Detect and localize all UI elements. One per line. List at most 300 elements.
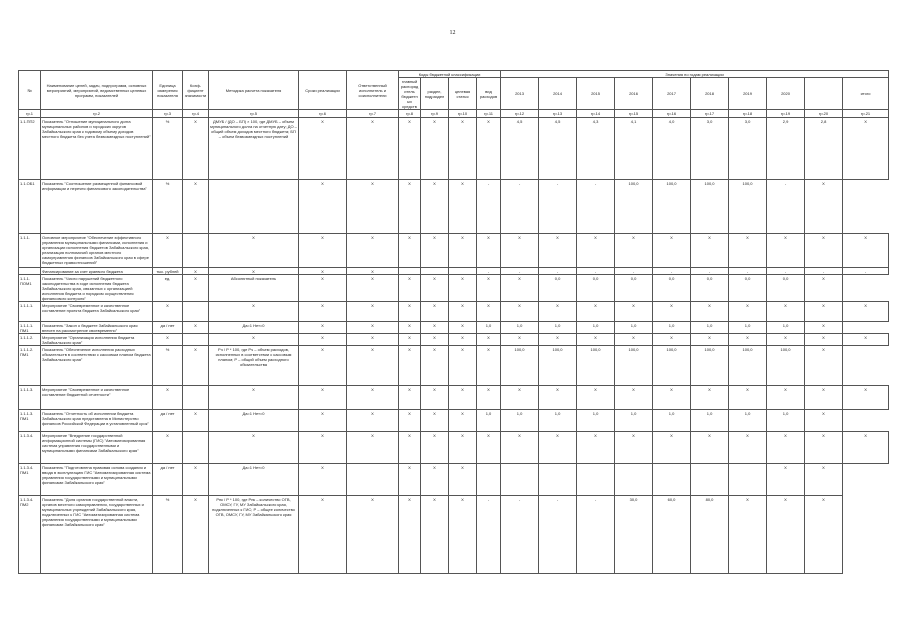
table-cell: Х <box>399 386 421 410</box>
row-number-cell: 1.1.1.3. ПМ1 <box>19 410 41 432</box>
table-cell: Х <box>347 118 399 180</box>
row-name-cell: Показатель "Отношение муниципального долга муниципальных районов и городских округов Забайкальского края к годовому объему доходов местного бюджета без учета безвозмездных поступлений" <box>41 118 153 180</box>
table-cell: Х <box>183 118 209 180</box>
table-cell: Х <box>421 410 449 432</box>
table-cell: Х <box>449 322 477 334</box>
row-name-cell: Показатель "Доля органов государственной власти, органов местного самоуправления, государственных и муниципальных учреждений Забайкальского края, подключенных к ГИС "Автоматизированная система управления государственными и муниципальными финансами Забайкальского края" <box>41 496 153 574</box>
table-cell: 1,0 <box>691 410 729 432</box>
row-number-cell <box>19 268 41 275</box>
table-cell: - <box>501 496 539 574</box>
table-cell: Х <box>449 432 477 464</box>
table-cell: Х <box>299 118 347 180</box>
table-cell: Х <box>449 464 477 496</box>
row-name-cell: Показатель "Соотношение размещенной финансовой информации и перечня финансового законодательства" <box>41 180 153 234</box>
table-cell: Х <box>399 334 421 346</box>
table-cell: Х <box>299 302 347 322</box>
table-cell: Да=1 Нет=0 <box>209 322 299 334</box>
table-cell: Х <box>653 234 691 268</box>
table-cell <box>183 302 209 322</box>
table-cell <box>183 234 209 268</box>
row-number-cell: 1.1.1. ПОМ1 <box>19 275 41 302</box>
table-cell: 100,0 <box>691 346 729 386</box>
table-cell: Х <box>691 334 729 346</box>
table-cell: Х <box>153 234 183 268</box>
table-cell: 4,1 <box>615 118 653 180</box>
column-number: гр.19 <box>767 110 805 118</box>
table-cell: Х <box>299 496 347 574</box>
column-number: гр.15 <box>615 110 653 118</box>
header-unit: Единица измерения показателя <box>153 71 183 110</box>
row-name-cell: Мероприятие "Организация исполнения бюджета Забайкальского края" <box>41 334 153 346</box>
table-cell: - <box>691 268 729 275</box>
table-cell: 1,0 <box>729 410 767 432</box>
table-cell: Х <box>767 432 805 464</box>
column-number: гр.12 <box>501 110 539 118</box>
table-cell: Х <box>153 432 183 464</box>
table-cell <box>501 464 539 496</box>
table-cell: Х <box>729 334 767 346</box>
table-cell: Х <box>347 322 399 334</box>
table-cell: 100,0 <box>653 346 691 386</box>
table-cell <box>347 464 399 496</box>
header-year: 2013 <box>501 78 539 110</box>
table-cell: Х <box>209 386 299 410</box>
table-cell: Х <box>805 234 843 268</box>
column-number: гр.8 <box>399 110 421 118</box>
table-cell: 2,8 <box>805 118 843 180</box>
table-cell: Х <box>299 410 347 432</box>
table-cell: - <box>539 180 577 234</box>
table-cell: Х <box>449 346 477 386</box>
header-codes: Коды бюджетной классификации <box>399 71 501 78</box>
table-cell: Х <box>183 464 209 496</box>
table-cell: Х <box>691 386 729 410</box>
table-cell: Х <box>805 322 843 334</box>
table-row <box>19 432 889 464</box>
table-cell: % <box>153 496 183 574</box>
table-cell: Х <box>691 302 729 322</box>
table-cell: 100,0 <box>767 346 805 386</box>
table-cell <box>577 464 615 496</box>
table-cell <box>477 464 501 496</box>
table-row <box>19 496 889 574</box>
table-cell: 30,0 <box>615 496 653 574</box>
table-cell: Х <box>843 302 889 322</box>
table-cell: 1,0 <box>477 410 501 432</box>
table-cell: Х <box>449 496 477 574</box>
table-cell: Х <box>805 386 843 410</box>
table-cell: 4,5 <box>539 118 577 180</box>
table-cell: Х <box>421 180 449 234</box>
table-cell: Х <box>347 275 399 302</box>
table-cell: Х <box>209 432 299 464</box>
table-cell <box>615 464 653 496</box>
table-row <box>19 180 889 234</box>
table-cell: Х <box>477 275 501 302</box>
table-cell: Х <box>805 302 843 322</box>
column-numbers-row <box>19 110 889 118</box>
row-number-cell: 1.1.1. <box>19 234 41 268</box>
table-cell: Х <box>477 118 501 180</box>
table-cell: 3,0 <box>729 118 767 180</box>
table-cell: Х <box>539 432 577 464</box>
header-csr: целевая статья <box>449 78 477 110</box>
table-cell: - <box>843 268 889 275</box>
table-cell: Х <box>729 496 767 574</box>
table-cell <box>421 268 449 275</box>
table-cell: 1,0 <box>577 410 615 432</box>
table-cell: Х <box>577 302 615 322</box>
row-name-cell: Финансирование за счет краевого бюджета <box>41 268 153 275</box>
table-cell: Х <box>299 386 347 410</box>
table-cell: Х <box>577 234 615 268</box>
table-cell: 1,0 <box>539 410 577 432</box>
table-row <box>19 322 889 334</box>
table-cell: 0,0 <box>577 275 615 302</box>
table-row <box>19 334 889 346</box>
row-name-cell: Мероприятие "Своевременное и качественное составление бюджетной отчетности" <box>41 386 153 410</box>
table-cell: - <box>653 268 691 275</box>
column-number: гр.2 <box>41 110 153 118</box>
table-cell: Х <box>399 275 421 302</box>
table-cell: да / нет <box>153 410 183 432</box>
table-cell: Х <box>449 386 477 410</box>
table-cell: % <box>153 118 183 180</box>
table-cell: - <box>577 180 615 234</box>
page-number: 12 <box>449 30 456 36</box>
table-cell: Абсолютный показатель <box>209 275 299 302</box>
table-cell: Х <box>615 302 653 322</box>
table-cell: Х <box>653 432 691 464</box>
header-year: 2015 <box>577 78 615 110</box>
header-year <box>805 78 843 110</box>
table-cell: Х <box>347 268 399 275</box>
table-cell: Х <box>477 234 501 268</box>
table-cell: 1,0 <box>577 322 615 334</box>
column-number: гр.16 <box>653 110 691 118</box>
table-cell: Х <box>539 234 577 268</box>
table-cell: Рч / Р * 100, где Рч – объем расходов, исполненных в соответствии с кассовым планом; Р – общий объем расходного обязательства <box>209 346 299 386</box>
table-cell: - <box>477 496 501 574</box>
table-cell: - <box>477 268 501 275</box>
table-cell: 4,3 <box>577 118 615 180</box>
table-cell: 100,0 <box>691 180 729 234</box>
table-cell: Х <box>399 346 421 386</box>
table-cell: Х <box>347 432 399 464</box>
table-cell: Х <box>577 432 615 464</box>
table-cell: 4,0 <box>653 118 691 180</box>
indicators-table <box>18 70 889 574</box>
column-number: гр.11 <box>477 110 501 118</box>
table-cell: Х <box>501 432 539 464</box>
table-cell: Х <box>805 275 843 302</box>
table-cell: Х <box>449 180 477 234</box>
table-cell: Х <box>183 496 209 574</box>
table-cell: да / нет <box>153 464 183 496</box>
header-no: № <box>19 71 41 110</box>
table-cell: Х <box>767 496 805 574</box>
table-cell: Х <box>347 410 399 432</box>
table-cell: 60,0 <box>653 496 691 574</box>
table-cell: Х <box>767 386 805 410</box>
row-number-cell: 1.1.3.4. <box>19 432 41 464</box>
header-year: 2019 <box>729 78 767 110</box>
table-cell <box>539 464 577 496</box>
header-coef: Коэф-фициент значимости <box>183 71 209 110</box>
table-cell: Х <box>183 410 209 432</box>
table-cell <box>183 432 209 464</box>
table-cell: Х <box>299 180 347 234</box>
row-name-cell: Показатель "Закон о бюджете Забайкальского края внесен на рассмотрение своевременно" <box>41 322 153 334</box>
table-cell: Х <box>347 334 399 346</box>
table-cell: Х <box>421 386 449 410</box>
table-cell: Х <box>729 302 767 322</box>
row-number-cell: 1.1.1.3. <box>19 386 41 410</box>
table-cell: Х <box>399 322 421 334</box>
table-cell: Да=1 Нет=0 <box>209 410 299 432</box>
table-cell <box>729 464 767 496</box>
row-name-cell: Мероприятие "Внедрение государственной информационной системы (ГИС) "Автоматизированная система управления государственными и муниципальными финансами Забайкальского края" <box>41 432 153 464</box>
column-number: гр.13 <box>539 110 577 118</box>
row-number-cell: 1.1.1.2. <box>19 334 41 346</box>
row-name-cell: Показатель "Отчетность об исполнении бюджета Забайкальского края представлена в Министерство финансов Российской Федерации в установленный срок" <box>41 410 153 432</box>
table-cell: Х <box>399 432 421 464</box>
table-cell: 0,0 <box>691 275 729 302</box>
table-cell: Х <box>299 432 347 464</box>
table-cell: Х <box>449 410 477 432</box>
table-cell: Х <box>421 464 449 496</box>
table-cell: Х <box>805 346 843 386</box>
header-total: итого <box>843 78 889 110</box>
table-cell: Х <box>653 386 691 410</box>
table-cell: Х <box>183 322 209 334</box>
table-cell: Х <box>153 302 183 322</box>
table-cell: 1,0 <box>767 410 805 432</box>
column-number: гр.3 <box>153 110 183 118</box>
header-year: 2018 <box>691 78 729 110</box>
table-cell: Х <box>299 234 347 268</box>
table-cell: Х <box>347 234 399 268</box>
table-cell: 1,0 <box>477 322 501 334</box>
table-cell: Х <box>299 322 347 334</box>
table-cell: Х <box>209 268 299 275</box>
table-row <box>19 346 889 386</box>
table-cell <box>183 334 209 346</box>
column-number: гр.17 <box>691 110 729 118</box>
table-cell <box>183 386 209 410</box>
table-cell: 80,0 <box>691 496 729 574</box>
table-cell: 2,9 <box>767 118 805 180</box>
table-cell: - <box>501 268 539 275</box>
table-cell: Х <box>843 334 889 346</box>
table-cell: Х <box>421 334 449 346</box>
table-cell: тыс. рублей <box>153 268 183 275</box>
table-cell: Х <box>347 346 399 386</box>
table-cell: 100,0 <box>729 180 767 234</box>
table-cell: 1,0 <box>653 322 691 334</box>
table-cell: Х <box>183 275 209 302</box>
row-number-cell: 1.1.3.4. ПМ1 <box>19 464 41 496</box>
table-cell: Х <box>299 334 347 346</box>
header-exec: Ответственный исполнитель и соисполнители <box>347 71 399 110</box>
row-name-cell: Показатель "Подготовлена правовая основа создания и ввода в эксплуатацию ГИС "Автоматизированная система управления государственными и муниципальными финансами Забайкальского края" <box>41 464 153 496</box>
table-cell: Х <box>399 410 421 432</box>
header-year: 2020 <box>767 78 805 110</box>
table-cell: Х <box>615 386 653 410</box>
table-cell: да / нет <box>153 322 183 334</box>
table-cell: Х <box>421 234 449 268</box>
table-cell: Х <box>501 234 539 268</box>
row-name-cell: Показатель "Обеспечение исполнения расходных обязательств в соответствии с кассовым планом бюджета Забайкальского края" <box>41 346 153 386</box>
table-cell: Х <box>421 346 449 386</box>
table-cell: ДМУБ / (ДО – БП) × 100, где ДМУБ – объем муниципального долга на отчетную дату; ДО – общий объем доходов местного бюджета; БП – объем безвозмездных поступлений <box>209 118 299 180</box>
table-cell: 1,0 <box>615 410 653 432</box>
table-cell: Х <box>421 322 449 334</box>
table-cell: 0,0 <box>767 275 805 302</box>
table-cell: Х <box>399 302 421 322</box>
table-cell: Х <box>299 346 347 386</box>
table-cell: 0,0 <box>653 275 691 302</box>
table-cell: Х <box>399 180 421 234</box>
table-cell: Х <box>399 496 421 574</box>
table-cell: Х <box>767 234 805 268</box>
table-cell: Х <box>729 432 767 464</box>
table-cell: Х <box>501 386 539 410</box>
header-term: Сроки реализации <box>299 71 347 110</box>
table-cell: Х <box>477 302 501 322</box>
row-number-cell: 1.1.1.1. ПМ1 <box>19 322 41 334</box>
row-number-cell: 1.1.ОБ1 <box>19 180 41 234</box>
table-cell: 1,0 <box>539 322 577 334</box>
column-number: гр.14 <box>577 110 615 118</box>
table-cell: Х <box>577 334 615 346</box>
table-cell: Х <box>767 464 805 496</box>
table-cell: Х <box>449 118 477 180</box>
table-cell: - <box>539 496 577 574</box>
table-row <box>19 302 889 322</box>
header-values: Значения по годам реализации <box>501 71 889 78</box>
table-cell: 1,0 <box>615 322 653 334</box>
table-cell: Х <box>347 180 399 234</box>
table-cell: Х <box>805 410 843 432</box>
table-cell: Х <box>183 268 209 275</box>
table-cell: Х <box>615 432 653 464</box>
table-cell: Х <box>153 386 183 410</box>
table-cell: 100,0 <box>729 346 767 386</box>
table-cell: 1,0 <box>653 410 691 432</box>
table-cell: 1,0 <box>501 410 539 432</box>
header-gb: главный распорядитель бюджетных средств <box>399 78 421 110</box>
header-vr: вид расходов <box>477 78 501 110</box>
table-cell: - <box>477 180 501 234</box>
table-cell: Х <box>421 496 449 574</box>
table-cell: Х <box>539 334 577 346</box>
table-row <box>19 386 889 410</box>
table-cell <box>653 464 691 496</box>
table-cell: Х <box>209 334 299 346</box>
table-cell <box>449 268 477 275</box>
table-cell: Х <box>615 234 653 268</box>
table-cell: Х <box>183 180 209 234</box>
row-name-cell: Основное мероприятие "Обеспечение эффективного управления муниципальными финансами, исполнения и организации исполнения бюджетов Забайкальского края, реализация полномочий органов местного самоуправления финансов Забайкальского края в сфере бюджетных правоотношений" <box>41 234 153 268</box>
table-row <box>19 118 889 180</box>
header-year: 2014 <box>539 78 577 110</box>
row-number-cell: 1.1.1.2. ПМ1 <box>19 346 41 386</box>
column-number: гр.7 <box>347 110 399 118</box>
column-number: гр.4 <box>183 110 209 118</box>
table-row <box>19 410 889 432</box>
table-cell: Х <box>449 302 477 322</box>
table-cell: - <box>577 496 615 574</box>
table-cell: Х <box>153 334 183 346</box>
table-cell: Х <box>399 234 421 268</box>
table-cell: 0,0 <box>729 275 767 302</box>
table-cell: Х <box>805 496 843 574</box>
column-number: гр.6 <box>299 110 347 118</box>
row-name-cell: Показатель "Число нарушений бюджетного законодательства в ходе исполнения бюджета Забайкальского края, связанных с организацией исполнения бюджета и порядком осуществления финансового контроля" <box>41 275 153 302</box>
column-number: гр.1 <box>19 110 41 118</box>
table-cell: Х <box>347 302 399 322</box>
table-cell: 100,0 <box>577 346 615 386</box>
table-cell: Х <box>539 302 577 322</box>
table-cell: Х <box>399 464 421 496</box>
table-cell: Х <box>399 118 421 180</box>
table-cell: Х <box>805 180 843 234</box>
table-cell: Х <box>615 334 653 346</box>
table-cell: Х <box>421 118 449 180</box>
table-cell: Х <box>843 386 889 410</box>
table-cell: Х <box>421 432 449 464</box>
table-cell: Х <box>477 386 501 410</box>
header-method: Методика расчета показателя <box>209 71 299 110</box>
row-number-cell: 1.1.1.1. <box>19 302 41 322</box>
table-row <box>19 464 889 496</box>
table-cell: ед. <box>153 275 183 302</box>
table-row <box>19 234 889 268</box>
table-cell: 1,0 <box>767 322 805 334</box>
table-cell: Х <box>299 268 347 275</box>
table-cell: Х <box>653 302 691 322</box>
table-cell: 100,0 <box>615 346 653 386</box>
table-cell: Х <box>805 334 843 346</box>
table-cell: Х <box>421 275 449 302</box>
header-year: 2017 <box>653 78 691 110</box>
table-cell: - <box>615 268 653 275</box>
table-cell: 100,0 <box>501 346 539 386</box>
column-number: гр.5 <box>209 110 299 118</box>
table-cell: - <box>805 268 843 275</box>
table-cell: Х <box>477 432 501 464</box>
row-number-cell: 1.1.3.4. ПМ2 <box>19 496 41 574</box>
table-cell: Х <box>843 432 889 464</box>
table-cell: Х <box>501 275 539 302</box>
table-cell: - <box>577 268 615 275</box>
table-row <box>19 275 889 302</box>
table-cell: 100,0 <box>615 180 653 234</box>
row-name-cell: Мероприятие "Своевременное и качественное составление проекта бюджета Забайкальского края" <box>41 302 153 322</box>
table-cell: - <box>539 268 577 275</box>
table-cell: Х <box>501 334 539 346</box>
table-cell: 4,5 <box>501 118 539 180</box>
table-cell: 100,0 <box>653 180 691 234</box>
table-cell: Х <box>767 334 805 346</box>
table-cell <box>691 464 729 496</box>
table-cell: 1,0 <box>729 322 767 334</box>
table-cell: % <box>153 180 183 234</box>
table-cell: Х <box>449 334 477 346</box>
table-cell: 1,0 <box>691 322 729 334</box>
table-cell: Х <box>299 275 347 302</box>
